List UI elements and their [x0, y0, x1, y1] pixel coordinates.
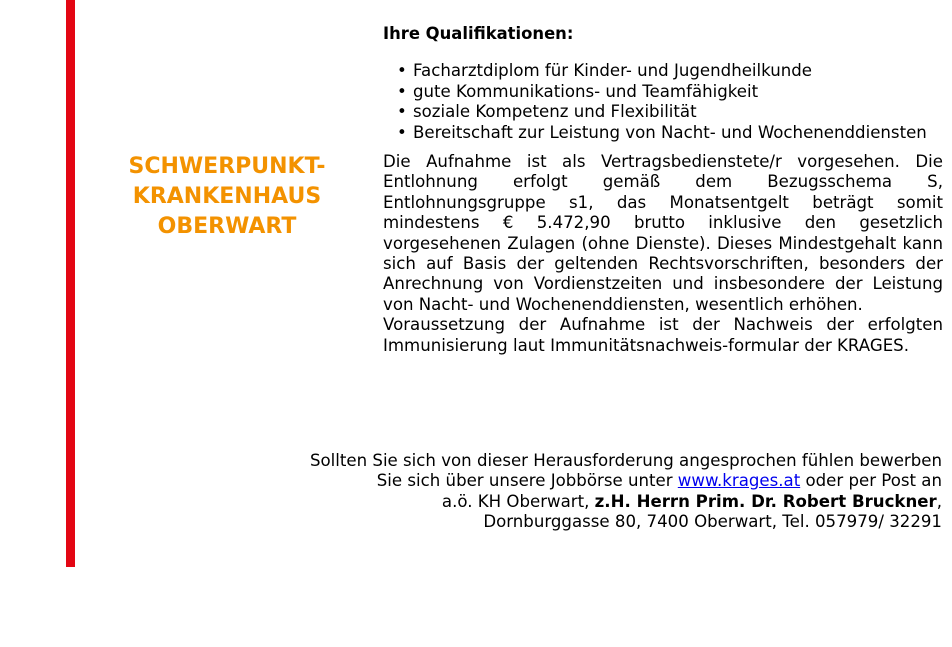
qualifications-list [383, 61, 943, 143]
qualifications-heading: Ihre Qualifikationen: [383, 24, 574, 43]
bullet-icon: • [397, 102, 407, 122]
list-item [383, 61, 943, 81]
application-contact [142, 451, 942, 533]
qualification-text: Bereitschaft zur Leistung von Nacht- und Wochenenddiensten [413, 122, 927, 142]
footer-line-3-text-end: , [936, 491, 942, 511]
bullet-icon: • [397, 122, 407, 142]
job-portal-link[interactable]: www.krages.at [677, 471, 801, 491]
hospital-name-line-2: KRANKENHAUS [132, 184, 322, 209]
list-item [383, 123, 943, 143]
hospital-name [88, 152, 366, 242]
footer-line-2-text-end: oder per Post an [800, 471, 942, 491]
footer-line-2 [142, 471, 942, 491]
salary-paragraph: Die Aufnahme ist als Vertragsbedienstete/r vorgesehen. Die Entlohnung erfolgt gemäß dem Bezugsschema S, Entlohnungsgruppe s1, das Monatsentgelt beträgt somit mindestens € 5.472,90 brutto inklusive den gesetzlich vorgesehenen Zulagen (ohne Dienste). Dieses Mindestgehalt kann sich auf Basis der geltenden Rechtsvorschriften, besonders der Anrechnung von Vordienstzeiten und insbesondere der Leistung von Nacht- und Wochenenddiensten, wesentlich erhöhen. [383, 152, 943, 314]
footer-line-3-text: a.ö. KH Oberwart, [441, 491, 595, 511]
footer-line-1: Sollten Sie sich von dieser Herausforderung angesprochen fühlen bewerben [310, 451, 942, 470]
bullet-icon: • [397, 61, 407, 81]
immunization-paragraph: Voraussetzung der Aufnahme ist der Nachweis der erfolgten Immunisierung laut Immunitätsnachweis-formular der KRAGES. [383, 315, 943, 355]
job-details [383, 24, 943, 356]
qualification-text: Facharztdiplom für Kinder- und Jugendheilkunde [413, 61, 813, 81]
list-item [383, 82, 943, 102]
red-accent-bar [66, 0, 75, 567]
footer-line-3 [142, 492, 942, 512]
bullet-icon: • [397, 81, 407, 101]
hospital-name-line-1: SCHWERPUNKT- [128, 154, 326, 179]
list-item [383, 102, 943, 122]
footer-address-line: Dornburggasse 80, 7400 Oberwart, Tel. 057979/ 32291 [483, 512, 942, 532]
qualification-text: gute Kommunikations- und Teamfähigkeit [413, 81, 759, 101]
qualification-text: soziale Kompetenz und Flexibilität [413, 102, 697, 122]
footer-line-2-text: Sie sich über unsere Jobbörse unter [376, 471, 678, 491]
hospital-name-line-3: OBERWART [157, 214, 297, 239]
contact-person: z.H. Herrn Prim. Dr. Robert Bruckner [594, 491, 937, 511]
